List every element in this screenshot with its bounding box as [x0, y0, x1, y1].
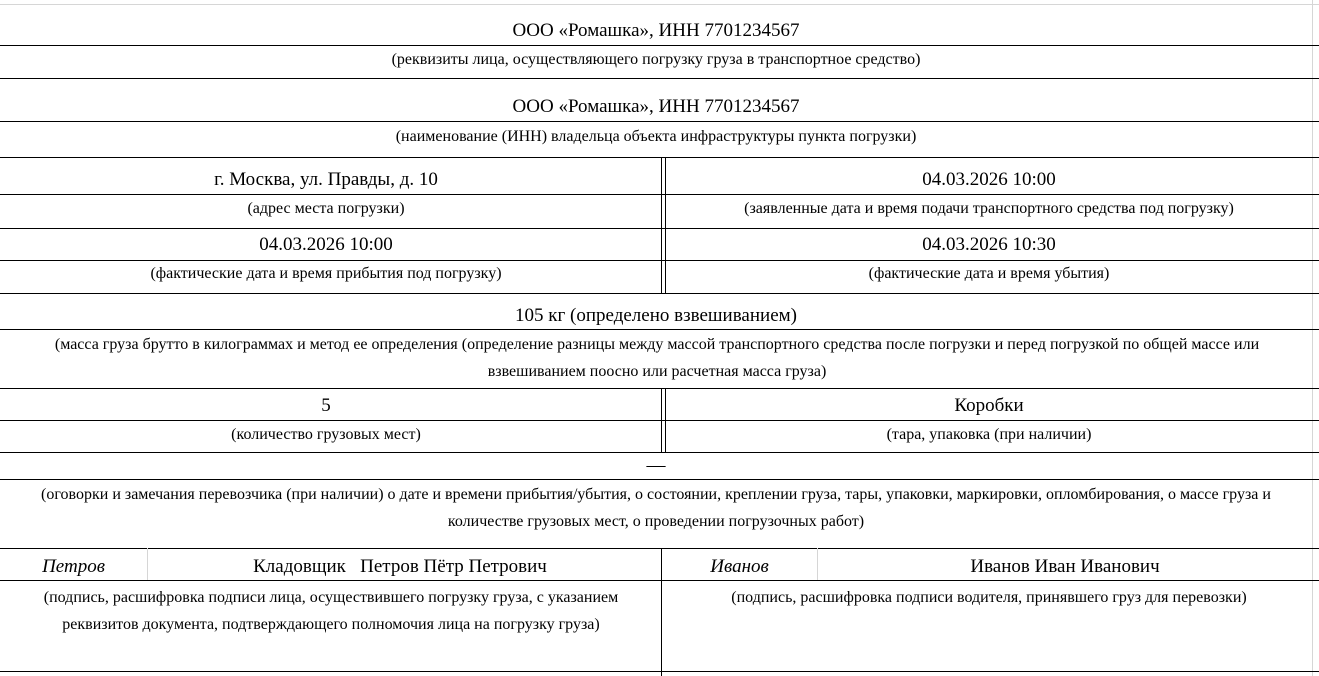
remarks-value: — [646, 455, 666, 476]
border [0, 479, 1319, 480]
grid-line-right [1312, 0, 1313, 676]
departure-time-caption: (фактические дата и время убытия) [868, 265, 1110, 282]
border [0, 548, 1319, 549]
column-divider [661, 157, 662, 293]
grid-line-top [0, 4, 1319, 5]
arrival-time-value: 04.03.2026 10:00 [259, 234, 393, 255]
border [0, 228, 1319, 229]
border [0, 260, 1319, 261]
border [0, 293, 1319, 294]
loader-caption: (реквизиты лица, осуществляющего погрузку груза в транспортное средство) [391, 51, 921, 68]
mass-value: 105 кг (определено взвешиванием) [515, 305, 797, 326]
driver-signature-name: Иванов Иван Иванович [970, 556, 1160, 577]
driver-signature: Иванов [710, 556, 769, 577]
packaging-value: Коробки [954, 395, 1024, 416]
border [0, 420, 1319, 421]
border [0, 580, 1319, 581]
places-caption: (количество грузовых мест) [231, 426, 421, 443]
border [0, 157, 1319, 158]
border [0, 45, 1319, 46]
mass-caption: (масса груза брутто в килограммах и метод ее определения (определение разницы между массой транспортного средства после погрузки и перед погрузкой по общей массе или взвешиванием поосно или расчетная масса груза) [54, 336, 1260, 380]
owner-value: ООО «Ромашка», ИНН 7701234567 [512, 96, 800, 117]
border [0, 388, 1319, 389]
column-divider [661, 388, 662, 452]
remarks-caption: (оговорки и замечания перевозчика (при наличии) о дате и времени прибытия/убытия, о состоянии, креплении груза, тары, упаковки, маркировки, опломбирования, о массе груза и количестве грузовых мест, о проведении погрузочных работ) [41, 486, 1271, 530]
loader-signature: Петров [42, 556, 105, 577]
loader-signature-caption: (подпись, расшифровка подписи лица, осуществившего погрузку груза, с указанием реквизитов документа, подтверждающего полномочия лица на погрузку груза) [43, 589, 619, 633]
declared-time-caption: (заявленные дата и время подачи транспортного средства под погрузку) [744, 200, 1234, 217]
packaging-caption: (тара, упаковка (при наличии) [886, 426, 1092, 443]
owner-caption: (наименование (ИНН) владельца объекта инфраструктуры пункта погрузки) [395, 128, 917, 145]
border [0, 121, 1319, 122]
loader-value: ООО «Ромашка», ИНН 7701234567 [512, 20, 800, 41]
address-caption: (адрес места погрузки) [247, 200, 405, 217]
border [0, 194, 1319, 195]
border [0, 78, 1319, 79]
declared-time-value: 04.03.2026 10:00 [922, 169, 1056, 190]
border [0, 329, 1319, 330]
driver-signature-caption: (подпись, расшифровка подписи водителя, принявшего груз для перевозки) [731, 589, 1247, 606]
border [0, 452, 1319, 453]
arrival-time-caption: (фактические дата и время прибытия под погрузку) [150, 265, 502, 282]
loader-signature-name: Кладовщик Петров Пётр Петрович [253, 556, 547, 577]
places-value: 5 [321, 395, 331, 416]
address-value: г. Москва, ул. Правды, д. 10 [214, 169, 438, 190]
border [0, 671, 1319, 672]
departure-time-value: 04.03.2026 10:30 [922, 234, 1056, 255]
